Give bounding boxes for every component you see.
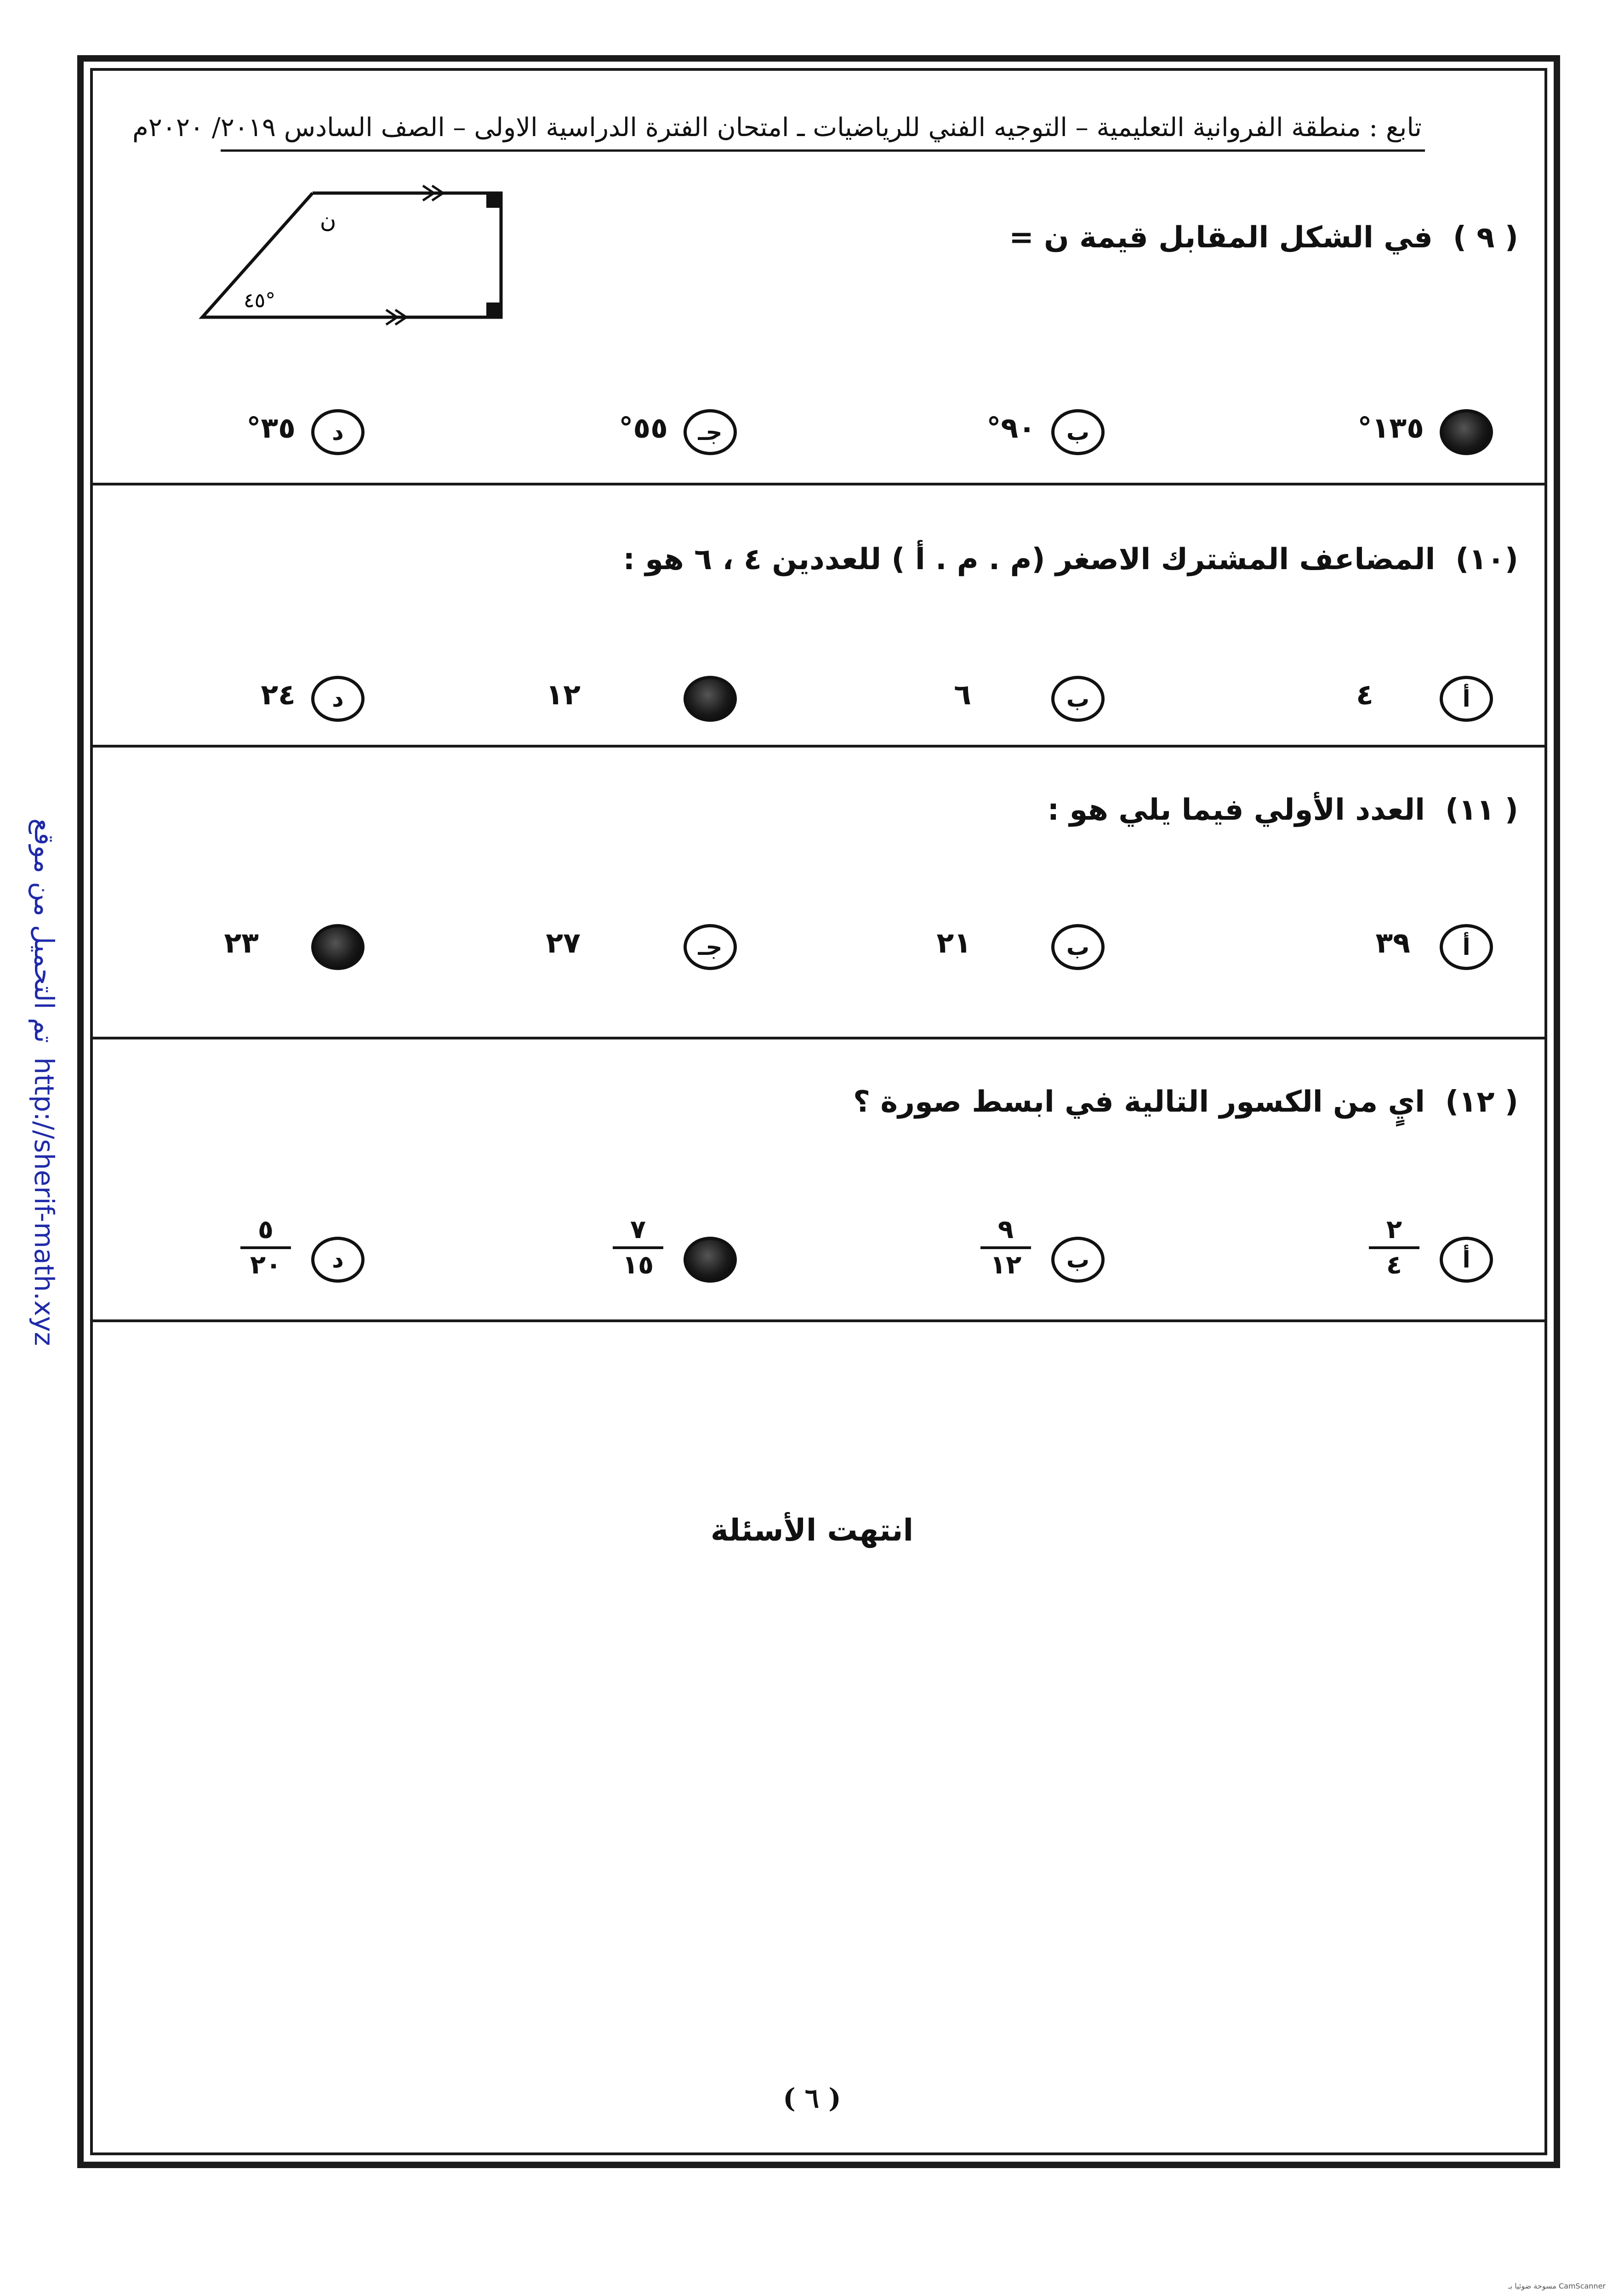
option-b[interactable] bbox=[907, 405, 1105, 474]
fraction bbox=[1369, 1216, 1419, 1279]
option-circle[interactable]: جـ bbox=[684, 409, 737, 455]
option-value: ٥٥° bbox=[619, 411, 668, 445]
question-11 bbox=[1048, 793, 1518, 827]
question-number: ( ١١) bbox=[1445, 793, 1518, 827]
numerator: ٢ bbox=[1386, 1215, 1402, 1245]
option-circle[interactable]: جـ bbox=[684, 924, 737, 970]
denominator: ١٢ bbox=[990, 1250, 1022, 1280]
section-divider bbox=[90, 745, 1547, 748]
option-b[interactable] bbox=[907, 919, 1105, 988]
option-c[interactable] bbox=[539, 919, 737, 988]
trapezoid-figure bbox=[193, 179, 533, 336]
watermark-arabic: تم التحميل من موقع bbox=[28, 818, 60, 1043]
option-circle[interactable]: د bbox=[311, 1237, 365, 1283]
right-angle-marker bbox=[486, 303, 501, 317]
option-value: ٦ bbox=[954, 678, 971, 711]
option-circle[interactable]: ب bbox=[1051, 924, 1105, 970]
trapezoid-diagram bbox=[193, 179, 533, 336]
option-a[interactable] bbox=[1295, 919, 1493, 988]
option-circle[interactable]: ب bbox=[1051, 1237, 1105, 1283]
unknown-angle-label: ن bbox=[320, 207, 336, 233]
option-value: ٩٠° bbox=[986, 411, 1036, 445]
option-circle[interactable]: ب bbox=[1051, 409, 1105, 455]
section-divider bbox=[90, 1319, 1547, 1322]
question-9 bbox=[1009, 221, 1518, 255]
option-circle[interactable]: أ bbox=[1440, 676, 1493, 722]
denominator: ٤ bbox=[1386, 1250, 1402, 1280]
fraction-bar bbox=[240, 1246, 291, 1249]
option-b[interactable] bbox=[907, 1215, 1105, 1301]
option-d[interactable] bbox=[167, 671, 365, 740]
denominator: ٢٠ bbox=[250, 1250, 282, 1280]
option-circle[interactable] bbox=[1440, 409, 1493, 455]
option-value: ٢٤ bbox=[261, 678, 296, 711]
option-circle[interactable]: أ bbox=[1440, 1237, 1493, 1283]
fraction-bar bbox=[980, 1246, 1031, 1249]
page-number: ( ٦ ) bbox=[783, 2083, 841, 2114]
question-text: العدد الأولي فيما يلي هو : bbox=[1047, 793, 1425, 827]
option-circle[interactable] bbox=[311, 924, 365, 970]
side-watermark bbox=[14, 818, 64, 1462]
option-value: ١٢ bbox=[546, 678, 581, 711]
option-a[interactable] bbox=[1295, 405, 1493, 474]
scanner-mark: CamScanner مسوحة ضوئيا بـ bbox=[1508, 2282, 1606, 2290]
option-circle[interactable] bbox=[684, 1237, 737, 1283]
option-a[interactable] bbox=[1295, 1215, 1493, 1301]
denominator: ١٥ bbox=[622, 1250, 654, 1280]
question-text: المضاعف المشترك الاصغر (م . م . أ ) للعددين ٤ ، ٦ هو : bbox=[623, 542, 1436, 577]
fraction bbox=[240, 1216, 291, 1279]
option-c[interactable] bbox=[539, 1215, 737, 1301]
fraction-bar bbox=[1369, 1246, 1419, 1249]
option-c[interactable] bbox=[539, 405, 737, 474]
option-value: ٤ bbox=[1356, 678, 1373, 711]
option-d[interactable] bbox=[167, 919, 365, 988]
fraction bbox=[980, 1216, 1031, 1279]
watermark-url[interactable]: http://sherif-math.xyz bbox=[28, 1057, 60, 1346]
fraction-bar bbox=[613, 1246, 663, 1249]
question-number: (١٠) bbox=[1455, 542, 1518, 577]
section-divider bbox=[90, 1037, 1547, 1039]
exam-header: تابع : منطقة الفروانية التعليمية – التوجيه الفني للرياضيات ـ امتحان الفترة الدراسية الاولى – الصف السادس ٢٠١٩/ ٢٠٢٠م bbox=[132, 113, 1422, 143]
header-underline bbox=[221, 149, 1425, 152]
option-d[interactable] bbox=[167, 405, 365, 474]
option-b[interactable] bbox=[907, 671, 1105, 740]
option-circle[interactable] bbox=[684, 676, 737, 722]
question-text: ايٍ من الكسور التالية في ابسط صورة ؟ bbox=[853, 1085, 1425, 1119]
question-10 bbox=[623, 542, 1518, 577]
angle-45-label: ٤٥° bbox=[244, 289, 276, 312]
option-value: ٣٥° bbox=[246, 411, 296, 445]
option-d[interactable] bbox=[167, 1215, 365, 1301]
end-of-questions: انتهت الأسئلة bbox=[710, 1513, 914, 1548]
option-value: ١٣٥° bbox=[1357, 411, 1424, 445]
numerator: ٧ bbox=[630, 1215, 646, 1245]
fraction bbox=[613, 1216, 663, 1279]
option-a[interactable] bbox=[1295, 671, 1493, 740]
question-number: ( ٩ ) bbox=[1453, 221, 1518, 255]
option-value: ٣٩ bbox=[1375, 926, 1410, 959]
option-circle[interactable]: أ bbox=[1440, 924, 1493, 970]
option-value: ٢٧ bbox=[546, 926, 581, 959]
option-circle[interactable]: د bbox=[311, 676, 365, 722]
question-12 bbox=[853, 1085, 1518, 1119]
question-number: ( ١٢) bbox=[1445, 1085, 1518, 1119]
option-value: ٢١ bbox=[936, 926, 971, 959]
numerator: ٩ bbox=[997, 1215, 1014, 1245]
option-value: ٢٣ bbox=[224, 926, 259, 959]
option-circle[interactable]: د bbox=[311, 409, 365, 455]
option-circle[interactable]: ب bbox=[1051, 676, 1105, 722]
numerator: ٥ bbox=[257, 1215, 274, 1245]
section-divider bbox=[90, 483, 1547, 485]
question-text: في الشكل المقابل قيمة ن = bbox=[1009, 221, 1433, 255]
right-angle-marker bbox=[486, 193, 501, 208]
option-c[interactable] bbox=[539, 671, 737, 740]
